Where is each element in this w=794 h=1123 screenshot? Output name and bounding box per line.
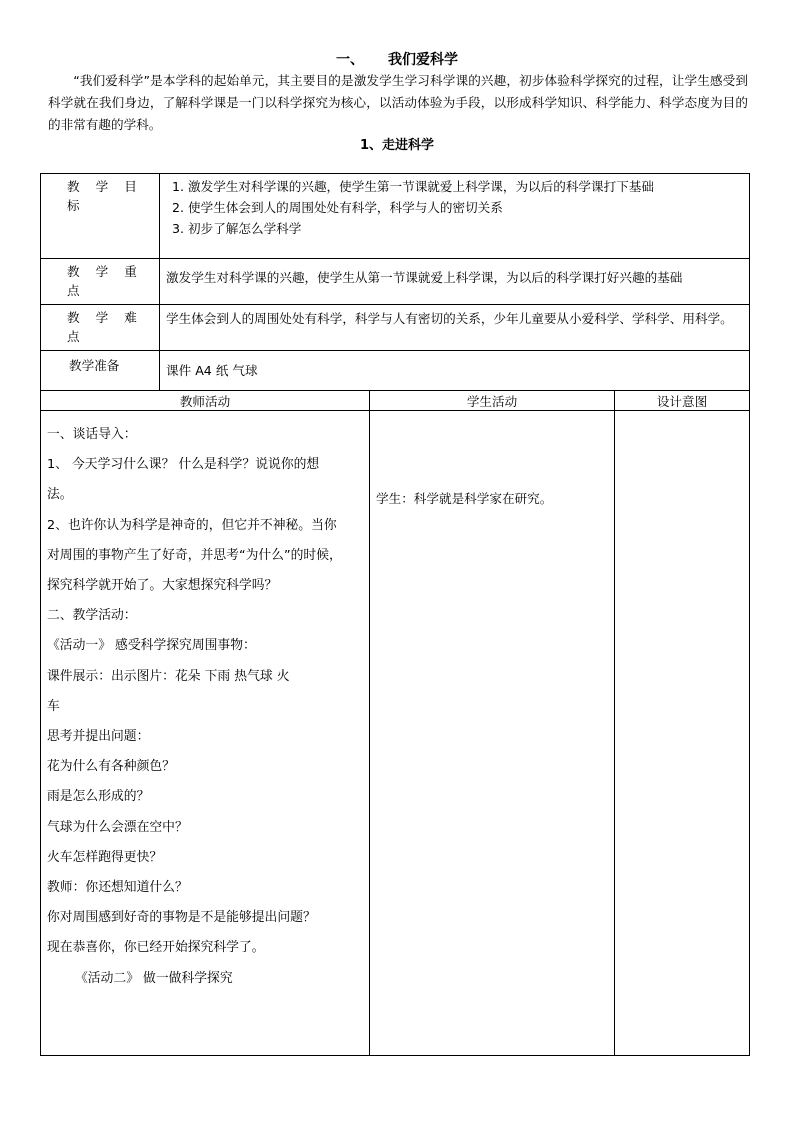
intro-paragraph bbox=[48, 70, 748, 136]
goal-item: 1. 激发学生对科学课的兴趣，使学生第一节课就爱上科学课，为以后的科学课打下基础 bbox=[172, 179, 654, 194]
teacher-line: 火车怎样跑得更快？ bbox=[47, 849, 163, 865]
teacher-line: 法。 bbox=[47, 487, 73, 503]
difficulty-label: 教 学 难 点 bbox=[41, 305, 160, 351]
teacher-line: 花为什么有各种颜色？ bbox=[47, 759, 175, 775]
goal-item: 3. 初步了解怎么学科学 bbox=[172, 221, 302, 236]
teacher-line: 车 bbox=[47, 698, 60, 714]
teacher-line: 现在恭喜你，你已经开始探究科学了。 bbox=[47, 940, 265, 956]
column-header-student: 学生活动 bbox=[370, 391, 615, 411]
lesson-title: 1、走进科学 bbox=[359, 138, 435, 153]
lesson-plan-table bbox=[40, 173, 750, 1056]
column-header-teacher: 教师活动 bbox=[41, 391, 370, 411]
teacher-line: 一、谈话导入： bbox=[47, 427, 137, 442]
teacher-line: 你对周围感到好奇的事物是不是能够提出问题？ bbox=[47, 910, 316, 926]
goals-cell bbox=[160, 174, 750, 259]
column-header-design: 设计意图 bbox=[615, 391, 750, 411]
teacher-line: 思考并提出问题： bbox=[47, 729, 150, 745]
teacher-line: 探究科学就开始了。大家想探究科学吗？ bbox=[47, 578, 278, 594]
prep-label: 教学准备 bbox=[41, 351, 160, 391]
goals-row bbox=[41, 174, 750, 259]
teacher-activity-cell bbox=[41, 411, 370, 1056]
teacher-line: 2、也许你认为科学是神奇的，但它并不神秘。当你 bbox=[47, 517, 337, 533]
prep-row bbox=[41, 351, 750, 391]
key-cell: 激发学生对科学课的兴趣，使学生从第一节课就爱上科学课，为以后的科学课打好兴趣的基础 bbox=[160, 259, 750, 305]
prep-cell: 课件 A4 纸 气球 bbox=[160, 351, 750, 391]
key-label: 教 学 重 点 bbox=[41, 259, 160, 305]
teacher-line: 《活动一》 感受科学探究周围事物： bbox=[47, 638, 256, 654]
difficulty-row bbox=[41, 305, 750, 351]
intro-text: “我们爱科学”是本学科的起始单元，其主要目的是激发学生学习科学课的兴趣，初步体验科学探究的过程，让学生感受到科学就在我们身边，了解科学课是一门以科学探究为核心，以活动体验为手段，以形成科学知识、科学能力、科学态度为目的的非常有趣的学科。 bbox=[48, 73, 748, 132]
teacher-line: 雨是怎么形成的？ bbox=[47, 789, 150, 805]
student-activity-cell: 学生：科学就是科学家在研究。 bbox=[370, 411, 615, 1056]
teacher-line: 教师：你还想知道什么？ bbox=[47, 880, 188, 896]
teacher-line: 对周围的事物产生了好奇，并思考“为什么”的时候， bbox=[47, 547, 342, 563]
unit-title-number: 一、 bbox=[336, 52, 364, 68]
activity-row bbox=[41, 411, 750, 1056]
column-header-row bbox=[41, 391, 750, 411]
teacher-line: 气球为什么会漂在空中？ bbox=[47, 819, 188, 835]
key-row bbox=[41, 259, 750, 305]
goal-item: 2. 使学生体会到人的周围处处有科学，科学与人的密切关系 bbox=[172, 200, 503, 215]
unit-title-text: 我们爱科学 bbox=[388, 52, 458, 68]
unit-title bbox=[0, 49, 794, 69]
difficulty-cell: 学生体会到人的周围处处有科学，科学与人有密切的关系，少年儿童要从小爱科学、学科学、用科学。 bbox=[160, 305, 750, 351]
teacher-line: 课件展示：出示图片：花朵 下雨 热气球 火 bbox=[47, 668, 290, 684]
goals-label: 教 学 目 标 bbox=[41, 174, 160, 259]
design-intent-cell bbox=[615, 411, 750, 1056]
teacher-line: 二、教学活动： bbox=[47, 608, 137, 624]
teacher-line: 《活动二》 做一做科学探究 bbox=[75, 970, 233, 986]
teacher-line: 1、 今天学习什么课？ 什么是科学？说说你的想 bbox=[47, 457, 320, 473]
